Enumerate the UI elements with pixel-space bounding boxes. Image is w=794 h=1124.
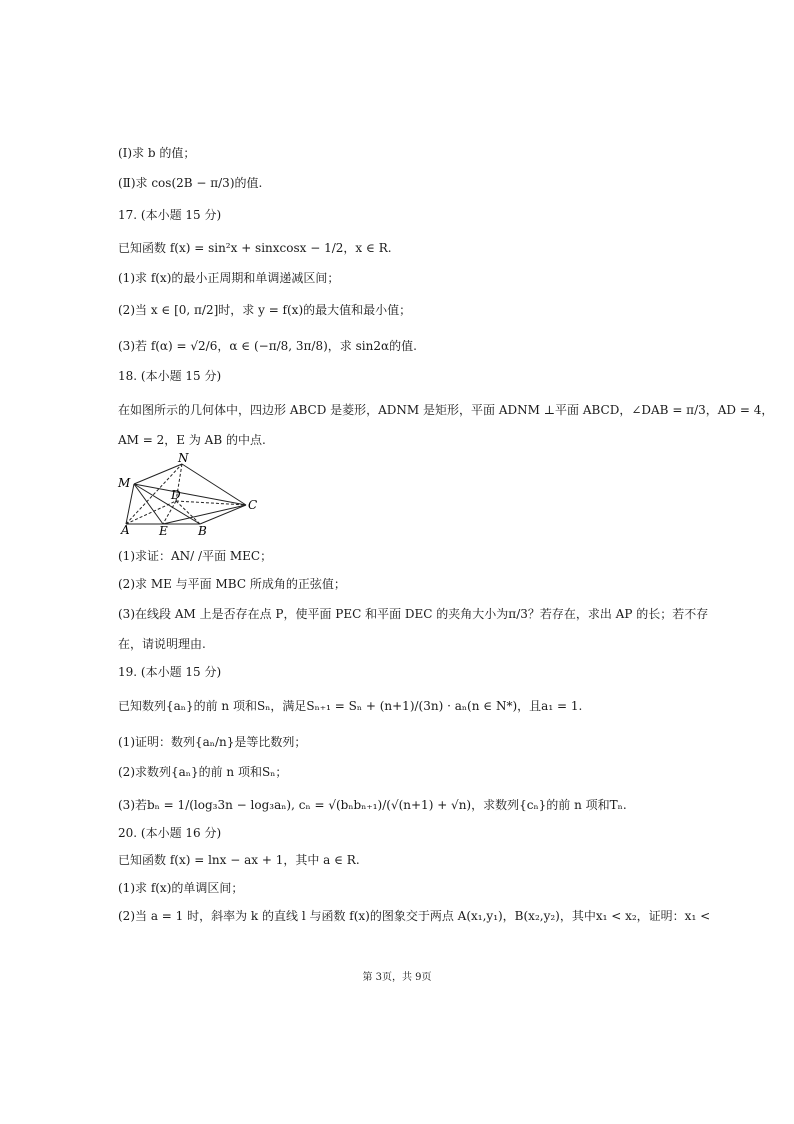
question-17-part-2: (2)当 x ∈ [0, π/2]时，求 y = f(x)的最大值和最小值； — [118, 303, 412, 317]
label-N: N — [178, 452, 189, 465]
edge-MA — [126, 484, 134, 524]
label-M: M — [118, 476, 131, 490]
edge-AD — [126, 501, 176, 524]
question-19-part-2: (2)求数列{aₙ}的前 n 项和Sₙ； — [118, 765, 288, 779]
question-17-part-1: (1)求 f(x)的最小正周期和单调递减区间； — [118, 271, 340, 285]
question-19-heading: 19. (本小题 15 分) — [118, 665, 222, 679]
label-B: B — [198, 524, 207, 537]
question-19-stem: 已知数列{aₙ}的前 n 项和Sₙ，满足Sₙ₊₁ = Sₙ + (n+1)/(3n) · aₙ(n ∈ N*)，且a₁ = 1. — [118, 699, 583, 713]
label-A: A — [121, 523, 130, 537]
question-18-stem-b: AM = 2，E 为 AB 的中点. — [118, 433, 266, 447]
question-18-part-3b: 在，请说明理由. — [118, 637, 206, 651]
edge-MN — [134, 464, 182, 484]
question-17-stem: 已知函数 f(x) = sin²x + sinxcosx − 1/2，x ∈ R. — [118, 241, 392, 255]
question-17-heading: 17. (本小题 15 分) — [118, 208, 222, 222]
question-20-stem: 已知函数 f(x) = lnx − ax + 1，其中 a ∈ R. — [118, 853, 360, 867]
edge-ME — [134, 484, 163, 524]
question-20-part-2: (2)当 a = 1 时，斜率为 k 的直线 l 与函数 f(x)的图象交于两点 A(x₁,y₁)，B(x₂,y₂)，其中x₁ < x₂，证明：x₁ < — [118, 909, 711, 923]
question-18-stem-a: 在如图所示的几何体中，四边形 ABCD 是菱形，ADNM 是矩形，平面 ADNM ⊥平面 ABCD，∠DAB = π/3，AD = 4， — [118, 403, 774, 417]
edge-EC — [163, 505, 246, 524]
part-2-line: (Ⅱ)求 cos(2B − π/3)的值. — [118, 176, 263, 190]
question-20-heading: 20. (本小题 16 分) — [118, 826, 222, 840]
question-18-part-3a: (3)在线段 AM 上是否存在点 P，使平面 PEC 和平面 DEC 的夹角大小为π/3？若存在，求出 AP 的长；若不存 — [118, 607, 709, 621]
question-20-part-1: (1)求 f(x)的单调区间； — [118, 881, 244, 895]
label-D: D — [171, 488, 181, 502]
geometry-figure — [116, 452, 266, 537]
label-C: C — [248, 498, 258, 512]
page-footer: 第 3页，共 9页 — [362, 972, 432, 983]
part-1-line: (Ⅰ)求 b 的值； — [118, 146, 196, 160]
question-18-part-2: (2)求 ME 与平面 MBC 所成角的正弦值； — [118, 577, 346, 591]
edge-BC — [200, 505, 246, 524]
question-18-part-1: (1)求证：AN/ /平面 MEC； — [118, 549, 273, 563]
label-E: E — [159, 524, 168, 537]
question-19-part-1: (1)证明：数列{aₙ/n}是等比数列； — [118, 735, 307, 749]
question-17-part-3: (3)若 f(α) = √2/6，α ∈ (−π/8, 3π/8)，求 sin2α的值. — [118, 339, 417, 353]
question-19-part-3: (3)若bₙ = 1/(log₃3n − log₃aₙ), cₙ = √(bₙbₙ₊₁)/(√(n+1) + √n)，求数列{cₙ}的前 n 项和Tₙ. — [118, 798, 627, 812]
question-18-heading: 18. (本小题 15 分) — [118, 369, 222, 383]
